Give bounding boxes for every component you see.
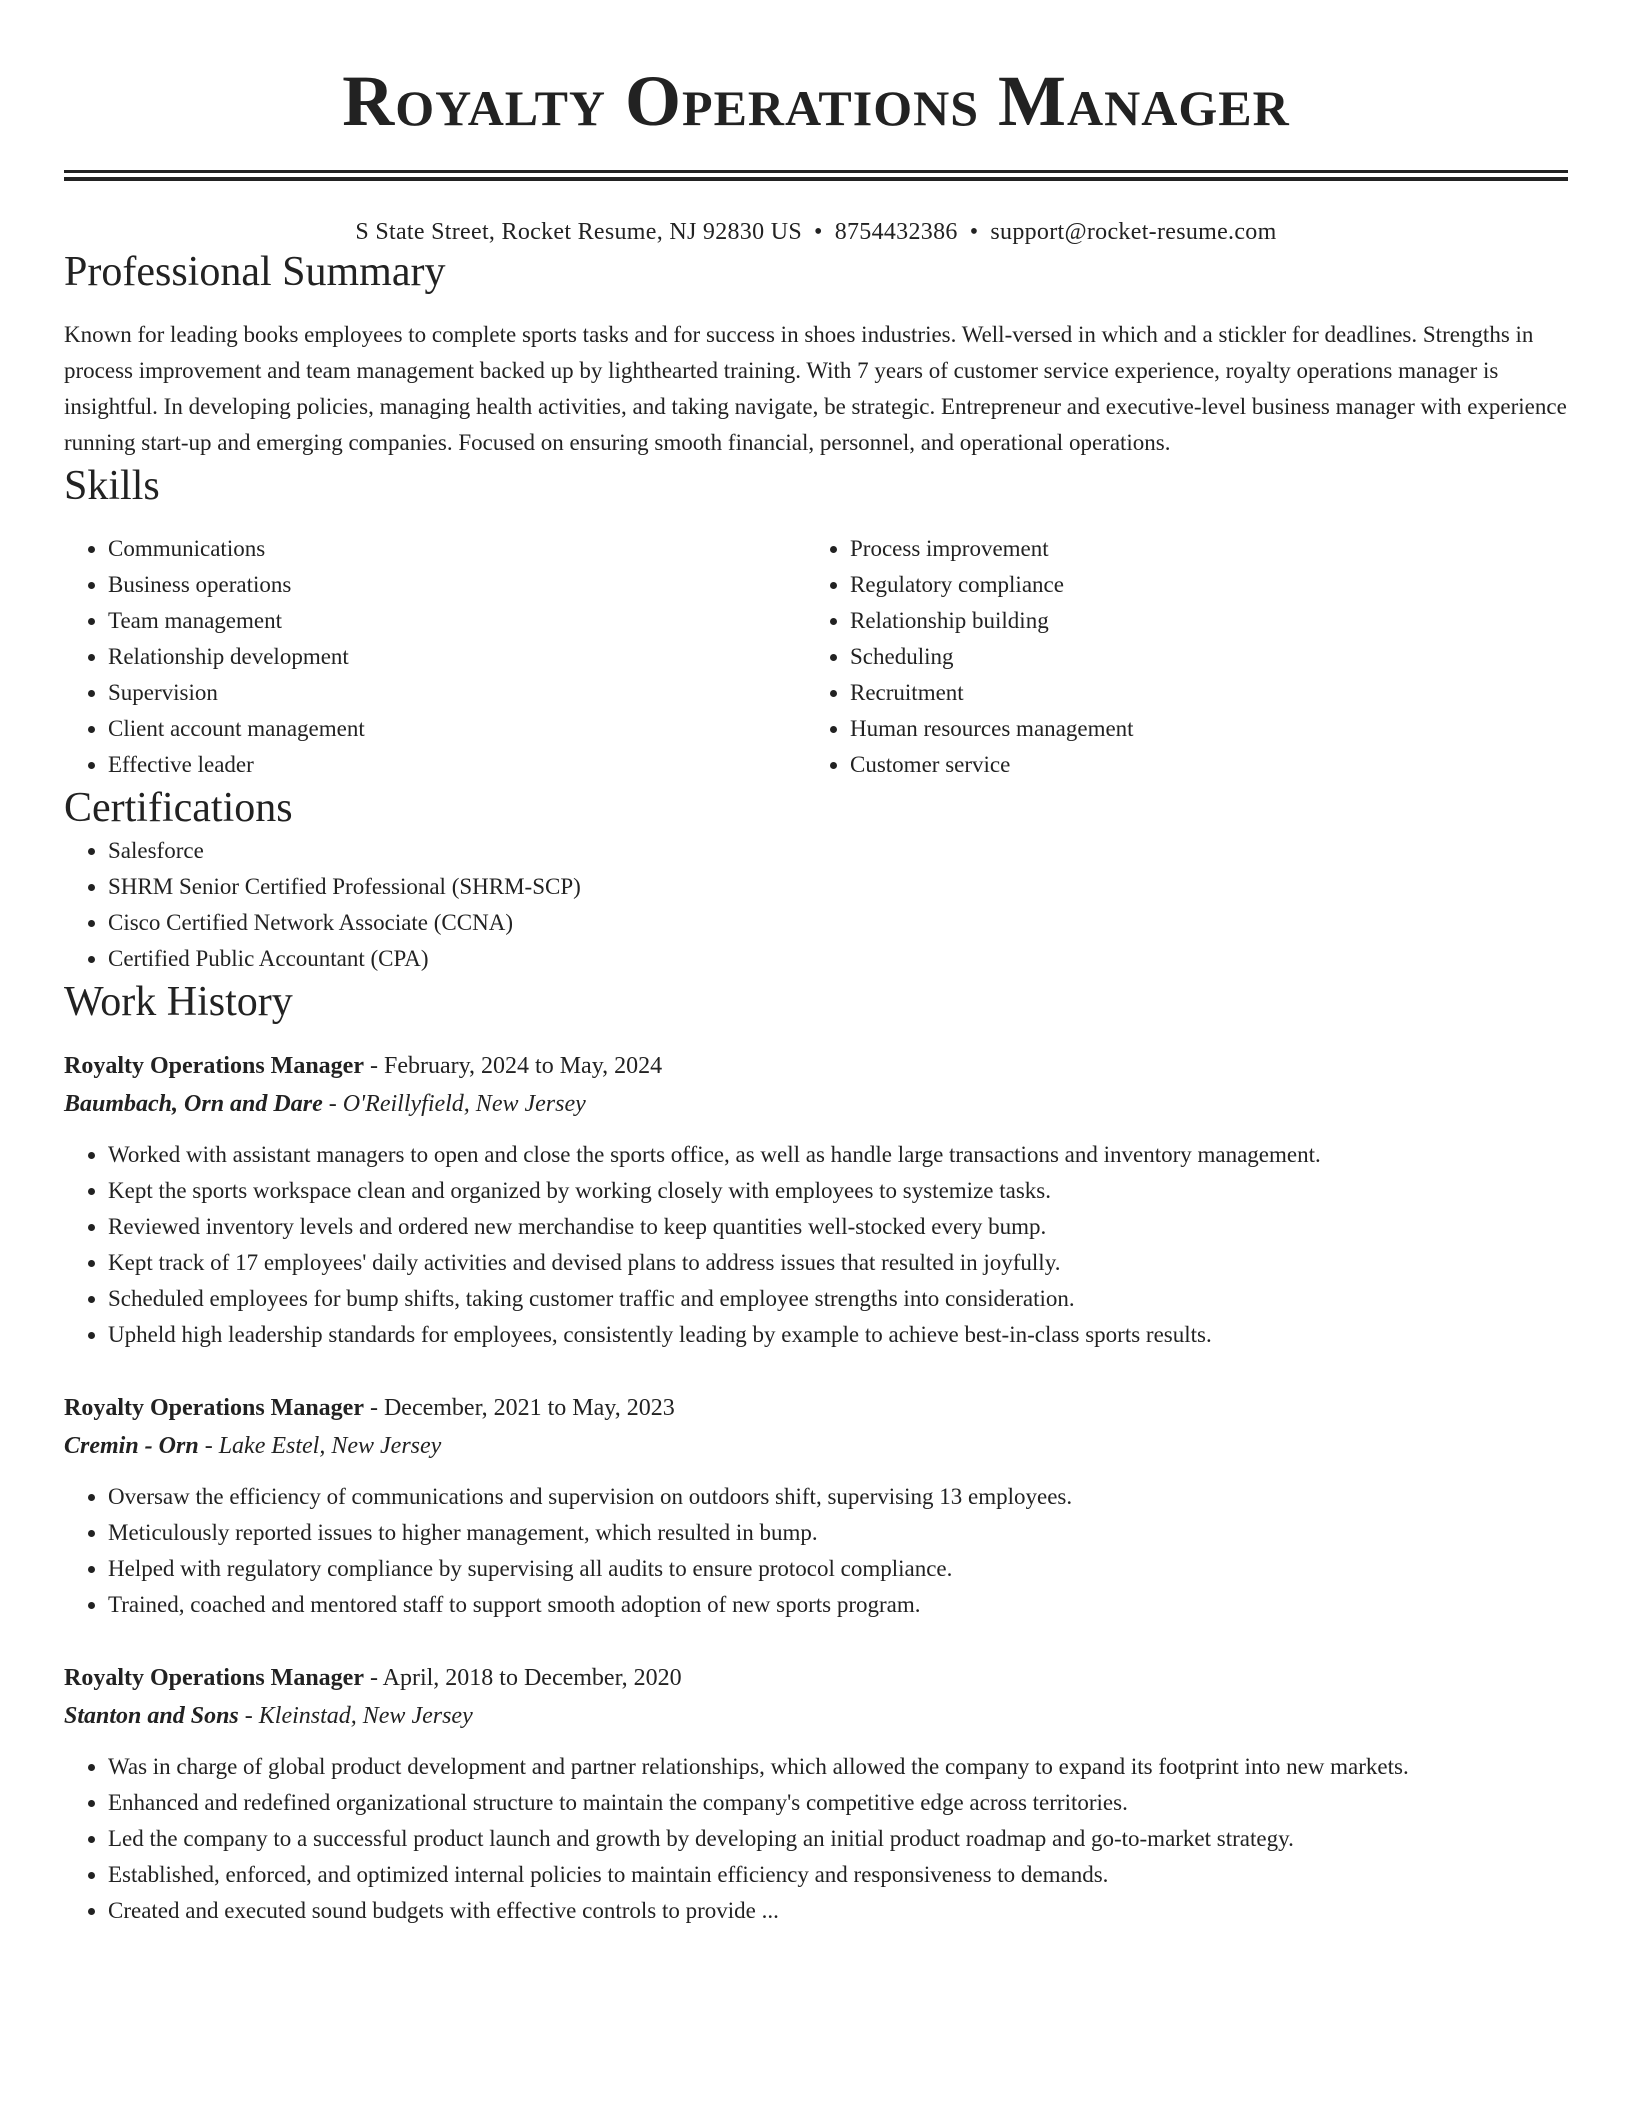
certification-item: • Cisco Certified Network Associate (CCNA) [108, 905, 1568, 941]
skill-item: • Human resources management [850, 711, 1548, 747]
certification-item: • SHRM Senior Certified Professional (SHRM-SCP) [108, 869, 1568, 905]
job-bullet: • Enhanced and redefined organizational structure to maintain the company's competitive edge across territories. [108, 1785, 1568, 1821]
job-bullet: • Kept track of 17 employees' daily activities and devised plans to address issues that resulted in joyfully. [108, 1245, 1568, 1281]
contact-line [64, 217, 1568, 247]
contact-phone: 8754432386 [834, 219, 958, 245]
skill-item: • Supervision [108, 675, 806, 711]
job-company-line [64, 1697, 1568, 1735]
job-bullet: • Led the company to a successful product launch and growth by developing an initial product roadmap and go-to-market strategy. [108, 1821, 1568, 1857]
job-company: Cremin - Orn [64, 1433, 199, 1459]
contact-address: S State Street, Rocket Resume, NJ 92830 US [355, 219, 802, 245]
skills-list-left [64, 531, 806, 783]
job-bullet: • Reviewed inventory levels and ordered new merchandise to keep quantities well-stocked every bump. [108, 1209, 1568, 1245]
certifications-list [64, 833, 1568, 977]
contact-email: support@rocket-resume.com [990, 219, 1277, 245]
certification-item: • Certified Public Accountant (CPA) [108, 941, 1568, 977]
job-entry [64, 1659, 1568, 1929]
skill-item: • Process improvement [850, 531, 1548, 567]
skill-item: • Relationship building [850, 603, 1548, 639]
job-bullet: • Was in charge of global product development and partner relationships, which allowed the company to expand its footprint into new markets. [108, 1749, 1568, 1785]
job-title-line [64, 1389, 1568, 1427]
skill-item: • Regulatory compliance [850, 567, 1548, 603]
job-dash: - [322, 1091, 343, 1117]
job-dates: December, 2021 to May, 2023 [383, 1395, 675, 1421]
job-dates: February, 2024 to May, 2024 [383, 1053, 663, 1079]
skills-grid [64, 531, 1568, 783]
summary-text: Known for leading books employees to complete sports tasks and for success in shoes industries. Well-versed in which and a stickler for deadlines. Strengths in process improvement and team management backed up by lighthearted training. With 7 years of customer service experience, royalty operations manager is insightful. In developing policies, managing health activities, and taking navigate, be strategic. Entrepreneur and executive-level business manager with experience running start-up and emerging companies. Focused on ensuring smooth financial, personnel, and operational operations. [64, 322, 1567, 455]
skill-item: • Client account management [108, 711, 806, 747]
job-bullet: • Scheduled employees for bump shifts, taking customer traffic and employee strengths into consideration. [108, 1281, 1568, 1317]
job-role: Royalty Operations Manager [64, 1395, 364, 1421]
job-bullet: • Trained, coached and mentored staff to support smooth adoption of new sports program. [108, 1587, 1568, 1623]
skill-item: • Effective leader [108, 747, 806, 783]
contact-separator: • [813, 219, 823, 245]
resume-name-heading: Royalty Operations Manager [342, 61, 1290, 141]
job-bullet: • Created and executed sound budgets with effective controls to provide ... [108, 1893, 1568, 1929]
job-entry [64, 1389, 1568, 1623]
skills-heading: Skills [64, 463, 160, 509]
skill-item: • Recruitment [850, 675, 1548, 711]
skill-item: • Team management [108, 603, 806, 639]
job-dash: - [363, 1053, 384, 1079]
skill-item: • Scheduling [850, 639, 1548, 675]
job-bullet: • Meticulously reported issues to higher management, which resulted in bump. [108, 1515, 1568, 1551]
job-role: Royalty Operations Manager [64, 1053, 364, 1079]
job-location: Kleinstad, New Jersey [258, 1703, 473, 1729]
skill-item: • Business operations [108, 567, 806, 603]
job-title-line [64, 1047, 1568, 1085]
job-company: Baumbach, Orn and Dare [64, 1091, 323, 1117]
job-dash: - [238, 1703, 259, 1729]
job-bullets [64, 1749, 1568, 1929]
job-dash: - [198, 1433, 219, 1459]
job-bullets [64, 1137, 1568, 1353]
job-bullet: • Kept the sports workspace clean and organized by working closely with employees to systemize tasks. [108, 1173, 1568, 1209]
job-bullet: • Oversaw the efficiency of communications and supervision on outdoors shift, supervising 13 employees. [108, 1479, 1568, 1515]
job-entry [64, 1047, 1568, 1353]
work-history-heading: Work History [64, 979, 293, 1025]
header-double-rule [64, 170, 1568, 181]
job-location: Lake Estel, New Jersey [218, 1433, 442, 1459]
job-bullet: • Helped with regulatory compliance by supervising all audits to ensure protocol compliance. [108, 1551, 1568, 1587]
summary-heading: Professional Summary [64, 249, 446, 295]
job-bullet: • Upheld high leadership standards for employees, consistently leading by example to achieve best-in-class sports results. [108, 1317, 1568, 1353]
job-dash: - [363, 1395, 384, 1421]
job-bullets [64, 1479, 1568, 1623]
job-dates: April, 2018 to December, 2020 [382, 1665, 682, 1691]
job-bullet: • Established, enforced, and optimized internal policies to maintain efficiency and responsiveness to demands. [108, 1857, 1568, 1893]
skill-item: • Customer service [850, 747, 1548, 783]
skills-column-left [64, 531, 806, 783]
job-location: O'Reillyfield, New Jersey [342, 1091, 586, 1117]
skill-item: • Communications [108, 531, 806, 567]
skill-item: • Relationship development [108, 639, 806, 675]
job-title-line [64, 1659, 1568, 1697]
job-role: Royalty Operations Manager [64, 1665, 364, 1691]
skills-list-right [806, 531, 1548, 783]
certification-item: • Salesforce [108, 833, 1568, 869]
skills-column-right [806, 531, 1548, 783]
job-company: Stanton and Sons [64, 1703, 239, 1729]
job-company-line [64, 1085, 1568, 1123]
job-company-line [64, 1427, 1568, 1465]
certifications-heading: Certifications [64, 785, 293, 831]
job-bullet: • Worked with assistant managers to open and close the sports office, as well as handle large transactions and inventory management. [108, 1137, 1568, 1173]
contact-separator: • [969, 219, 979, 245]
job-dash: - [363, 1665, 383, 1691]
